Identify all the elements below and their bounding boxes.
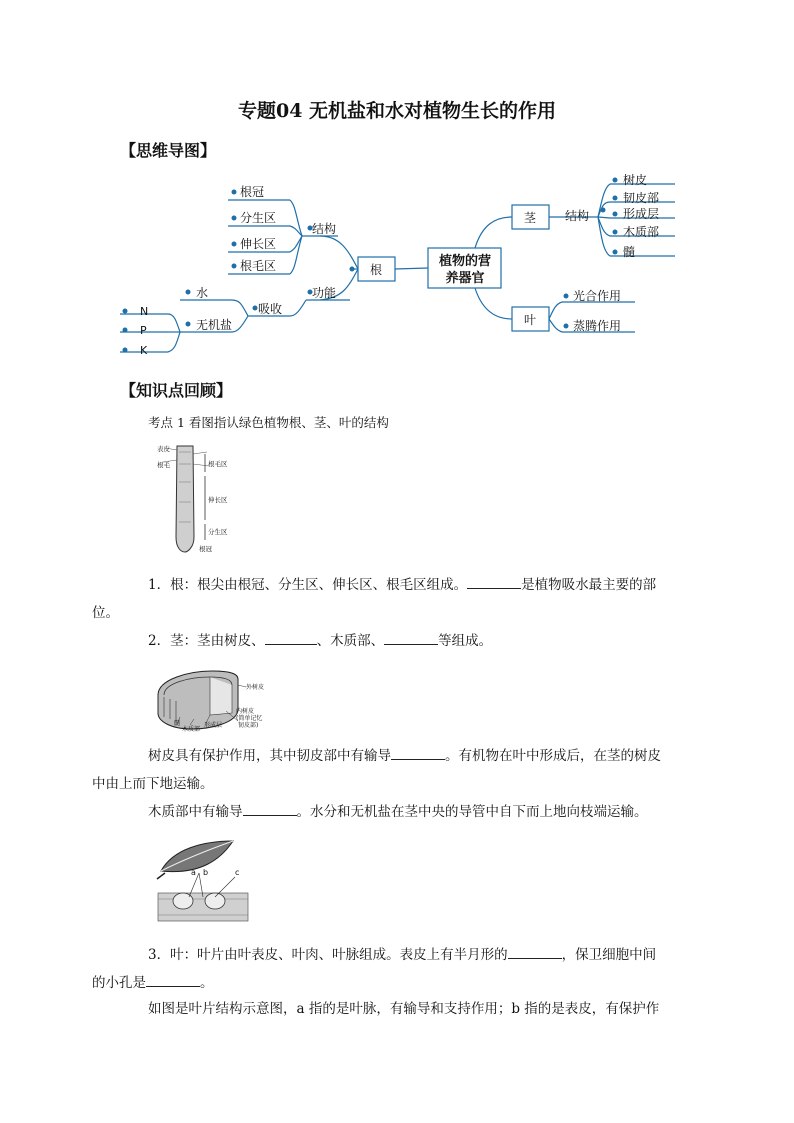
root-label: 表皮 <box>157 445 170 453</box>
mindmap-root-structure: 结构 <box>312 222 337 236</box>
mindmap-salt-item: N <box>140 305 149 318</box>
paragraph-leaf-structure: 如图是叶片结构示意图，a 指的是叶脉，有输导和支持作用；b 指的是表皮，有保护作 <box>148 1001 660 1017</box>
mindmap-stem-item: 树皮 <box>623 173 648 187</box>
stem-label: 木质部 <box>182 726 201 733</box>
stem-label: 内树皮 <box>236 708 255 715</box>
stem-label: (简单记忆 <box>236 715 263 722</box>
root-label: 根冠 <box>199 545 212 553</box>
mind-map <box>110 170 690 365</box>
mindmap-stem-item: 木质部 <box>623 225 660 239</box>
fill-blank[interactable] <box>391 745 445 760</box>
fill-blank[interactable] <box>265 630 317 645</box>
leaf-label: a <box>191 868 196 877</box>
paragraph-leaf: 3．叶：叶片由叶表皮、叶肉、叶脉组成。表皮上有半月形的 ，保卫细胞中间 的小孔是 。 <box>120 941 676 997</box>
mindmap-salt-item: P <box>140 324 147 337</box>
stem-label: 形成层 <box>204 722 223 729</box>
stem-label: 外树皮 <box>246 684 265 691</box>
mindmap-leaf-item: 光合作用 <box>573 289 622 303</box>
stem-label: 髓 <box>174 720 181 727</box>
mindmap-leaf: 叶 <box>523 313 537 327</box>
mindmap-stem: 茎 <box>523 211 537 225</box>
root-label: 根毛 <box>157 461 170 469</box>
root-label: 分生区 <box>208 528 228 536</box>
mindmap-root: 根 <box>369 263 383 277</box>
mindmap-stem-item: 韧皮部 <box>623 191 660 205</box>
paragraph-xylem: 木质部中有输导 。水分和无机盐在茎中央的导管中自下而上地向枝端运输。 <box>120 798 676 826</box>
mindmap-root-item: 分生区 <box>240 211 277 225</box>
mindmap-stem-structure: 结构 <box>565 209 590 223</box>
leaf-label: b <box>203 868 209 877</box>
mindmap-absorb-item: 无机盐 <box>196 318 233 332</box>
fill-blank[interactable] <box>508 944 562 959</box>
mindmap-absorb: 吸收 <box>258 302 283 316</box>
mindmap-root-item: 根毛区 <box>240 259 277 273</box>
mindmap-stem-item: 髓 <box>623 245 636 259</box>
root-tip-figure <box>155 442 245 557</box>
paragraph-root: 1．根：根尖由根冠、分生区、伸长区、根毛区组成。 是植物吸水最主要的部 位。 <box>120 571 676 627</box>
section-heading-mindmap: 【思维导图】 <box>120 141 217 160</box>
mindmap-root-item: 根冠 <box>240 185 265 199</box>
section-heading-review: 【知识点回顾】 <box>120 381 233 400</box>
mindmap-stem-item: 形成层 <box>623 207 660 221</box>
fill-blank[interactable] <box>146 972 200 987</box>
stem-label: 韧皮部) <box>238 722 259 729</box>
page-title: 专题04 无机盐和水对植物生长的作用 <box>237 100 557 122</box>
mindmap-center-line1: 植物的营 <box>438 254 492 269</box>
mindmap-leaf-item: 蒸腾作用 <box>573 319 622 333</box>
leaf-label: c <box>235 868 240 877</box>
root-label: 伸长区 <box>208 496 228 504</box>
mindmap-root-function: 功能 <box>312 286 337 300</box>
mindmap-center-line2: 养器官 <box>445 271 485 286</box>
fill-blank[interactable] <box>384 630 438 645</box>
fill-blank[interactable] <box>467 574 521 589</box>
mindmap-absorb-item: 水 <box>196 286 209 300</box>
mindmap-salt-item: K <box>140 344 148 357</box>
stem-figure <box>150 665 280 735</box>
paragraph-bark: 树皮具有保护作用，其中韧皮部中有输导 。有机物在叶中形成后，在茎的树皮 中由上而下地运输。 <box>120 742 676 798</box>
paragraph-stem: 2．茎：茎由树皮、 、木质部、 等组成。 <box>120 627 676 655</box>
leaf-figure <box>155 835 250 927</box>
fill-blank[interactable] <box>243 801 297 816</box>
root-label: 根毛区 <box>208 460 228 468</box>
mindmap-root-item: 伸长区 <box>240 237 277 251</box>
kaodian-heading: 考点 1 看图指认绿色植物根、茎、叶的结构 <box>148 415 389 430</box>
